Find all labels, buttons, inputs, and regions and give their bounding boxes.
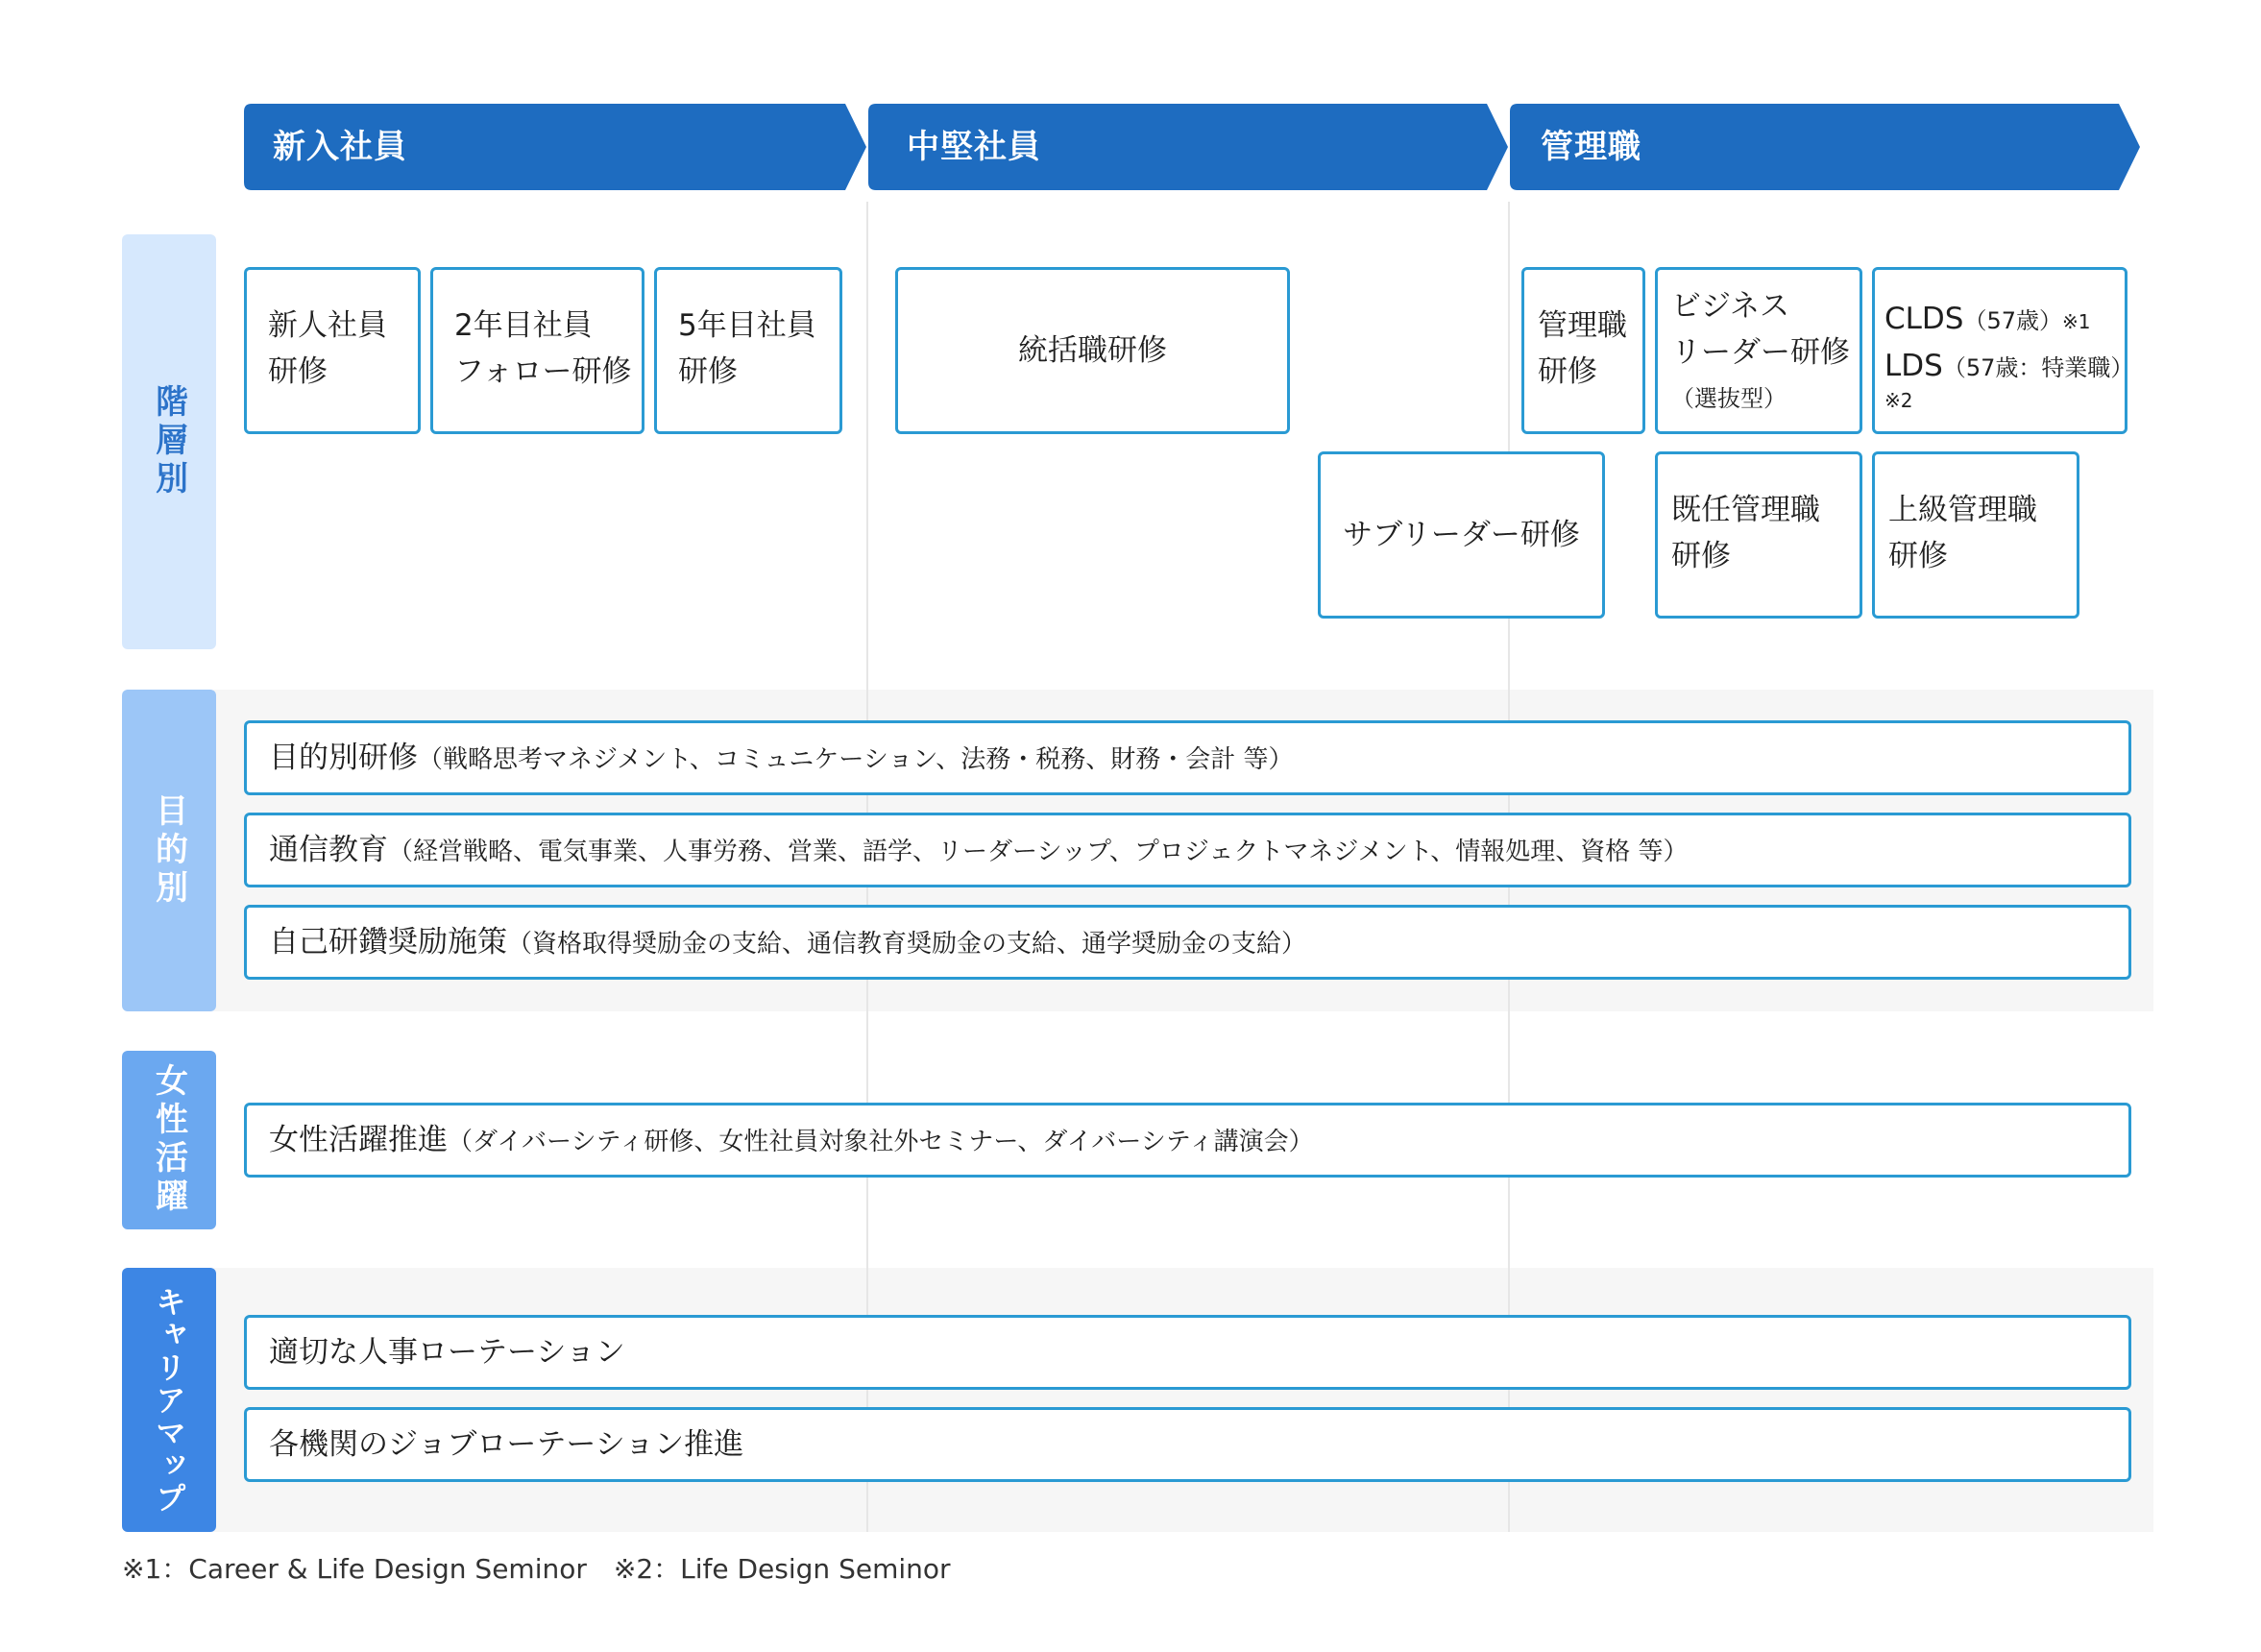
box-text: 研修 bbox=[678, 354, 738, 389]
purpose-row-correspondence bbox=[244, 813, 2131, 887]
box-text-line1 bbox=[1884, 297, 2125, 344]
training-box-fifth-year bbox=[654, 267, 842, 434]
training-box-general-manager bbox=[895, 267, 1290, 434]
stage-chevron-new-hire bbox=[244, 104, 866, 190]
category-tab-career bbox=[122, 1268, 216, 1532]
stage-label-new-hire: 新入社員 bbox=[273, 128, 407, 166]
purpose-row-training bbox=[244, 720, 2131, 795]
career-row-job-rotation bbox=[244, 1407, 2131, 1482]
box-text: 既任管理職 bbox=[1671, 493, 1820, 527]
row-sub-text: （経営戦略、電気事業、人事労務、営業、語学、リーダーシップ、プロジェクトマネジメント、情報処理、資格 等） bbox=[388, 838, 1689, 866]
row-main-text: 各機関のジョブローテーション推進 bbox=[269, 1427, 744, 1462]
stage-chevron-mid-career bbox=[868, 104, 1508, 190]
box-text: 新人社員 bbox=[268, 308, 387, 343]
training-box-business-leader bbox=[1655, 267, 1862, 434]
training-box-manager bbox=[1521, 267, 1645, 434]
lds-note: ※2 bbox=[1884, 389, 1913, 412]
women-row-promotion bbox=[244, 1103, 2131, 1178]
row-sub-text: （資格取得奨励金の支給、通信教育奨励金の支給、通学奨励金の支給） bbox=[507, 930, 1307, 959]
clds-age: （57歳） bbox=[1963, 307, 2063, 334]
box-text: 管理職 bbox=[1538, 308, 1627, 343]
training-box-senior-manager bbox=[1872, 451, 2079, 619]
box-text-note: （選抜型） bbox=[1671, 385, 1787, 412]
training-box-second-year bbox=[430, 267, 644, 434]
row-main-text: 女性活躍推進 bbox=[269, 1123, 448, 1157]
category-tab-tier bbox=[122, 234, 216, 649]
lds-label: LDS bbox=[1884, 349, 1943, 383]
training-box-new-hire bbox=[244, 267, 421, 434]
box-text: 研修 bbox=[1888, 539, 1948, 573]
career-row-rotation bbox=[244, 1315, 2131, 1390]
row-main-text: 適切な人事ローテーション bbox=[269, 1335, 625, 1370]
category-label-women: 女性活躍 bbox=[149, 1063, 188, 1217]
stage-label-manager: 管理職 bbox=[1541, 128, 1641, 166]
career-band-bg bbox=[213, 1268, 2153, 1532]
category-tab-purpose bbox=[122, 690, 216, 1011]
footnote: ※1：Career & Life Design Seminor ※2：Life Design Seminor bbox=[122, 1553, 951, 1585]
category-tab-women bbox=[122, 1051, 216, 1229]
row-main-text: 通信教育 bbox=[269, 833, 388, 867]
category-label-purpose: 目的別 bbox=[149, 792, 188, 909]
box-text: 研修 bbox=[268, 354, 328, 389]
box-text: 上級管理職 bbox=[1888, 493, 2037, 527]
training-box-sub-leader bbox=[1318, 451, 1605, 619]
clds-note: ※1 bbox=[2062, 310, 2091, 333]
training-box-existing-manager bbox=[1655, 451, 1862, 619]
box-text-line2 bbox=[1884, 344, 2134, 390]
box-text: リーダー研修 bbox=[1671, 335, 1850, 370]
box-text: 研修 bbox=[1538, 354, 1597, 389]
clds-label: CLDS bbox=[1884, 302, 1964, 336]
category-label-tier: 階層別 bbox=[149, 384, 188, 499]
row-sub-text: （ダイバーシティ研修、女性社員対象社外セミナー、ダイバーシティ講演会） bbox=[448, 1128, 1314, 1156]
stage-label-mid-career: 中堅社員 bbox=[907, 128, 1041, 166]
box-text: 研修 bbox=[1671, 539, 1731, 573]
category-label-career: キャリアマップ bbox=[151, 1285, 187, 1515]
box-text: サブリーダー研修 bbox=[1343, 518, 1580, 552]
lds-age: （57歳：特業職） bbox=[1942, 354, 2134, 381]
box-text: 統括職研修 bbox=[1018, 333, 1167, 368]
training-box-clds bbox=[1872, 267, 2134, 434]
row-main-text: 目的別研修 bbox=[269, 741, 418, 775]
stage-chevron-manager bbox=[1510, 104, 2140, 190]
row-sub-text: （戦略思考マネジメント、コミュニケーション、法務・税務、財務・会計 等） bbox=[418, 745, 1294, 774]
row-main-text: 自己研鑽奨励施策 bbox=[269, 925, 507, 960]
purpose-row-self-development bbox=[244, 905, 2131, 980]
box-text: ビジネス bbox=[1671, 289, 1790, 324]
box-text: 2年目社員 bbox=[454, 308, 593, 343]
box-text: 5年目社員 bbox=[678, 308, 816, 343]
box-text: フォロー研修 bbox=[454, 354, 632, 389]
